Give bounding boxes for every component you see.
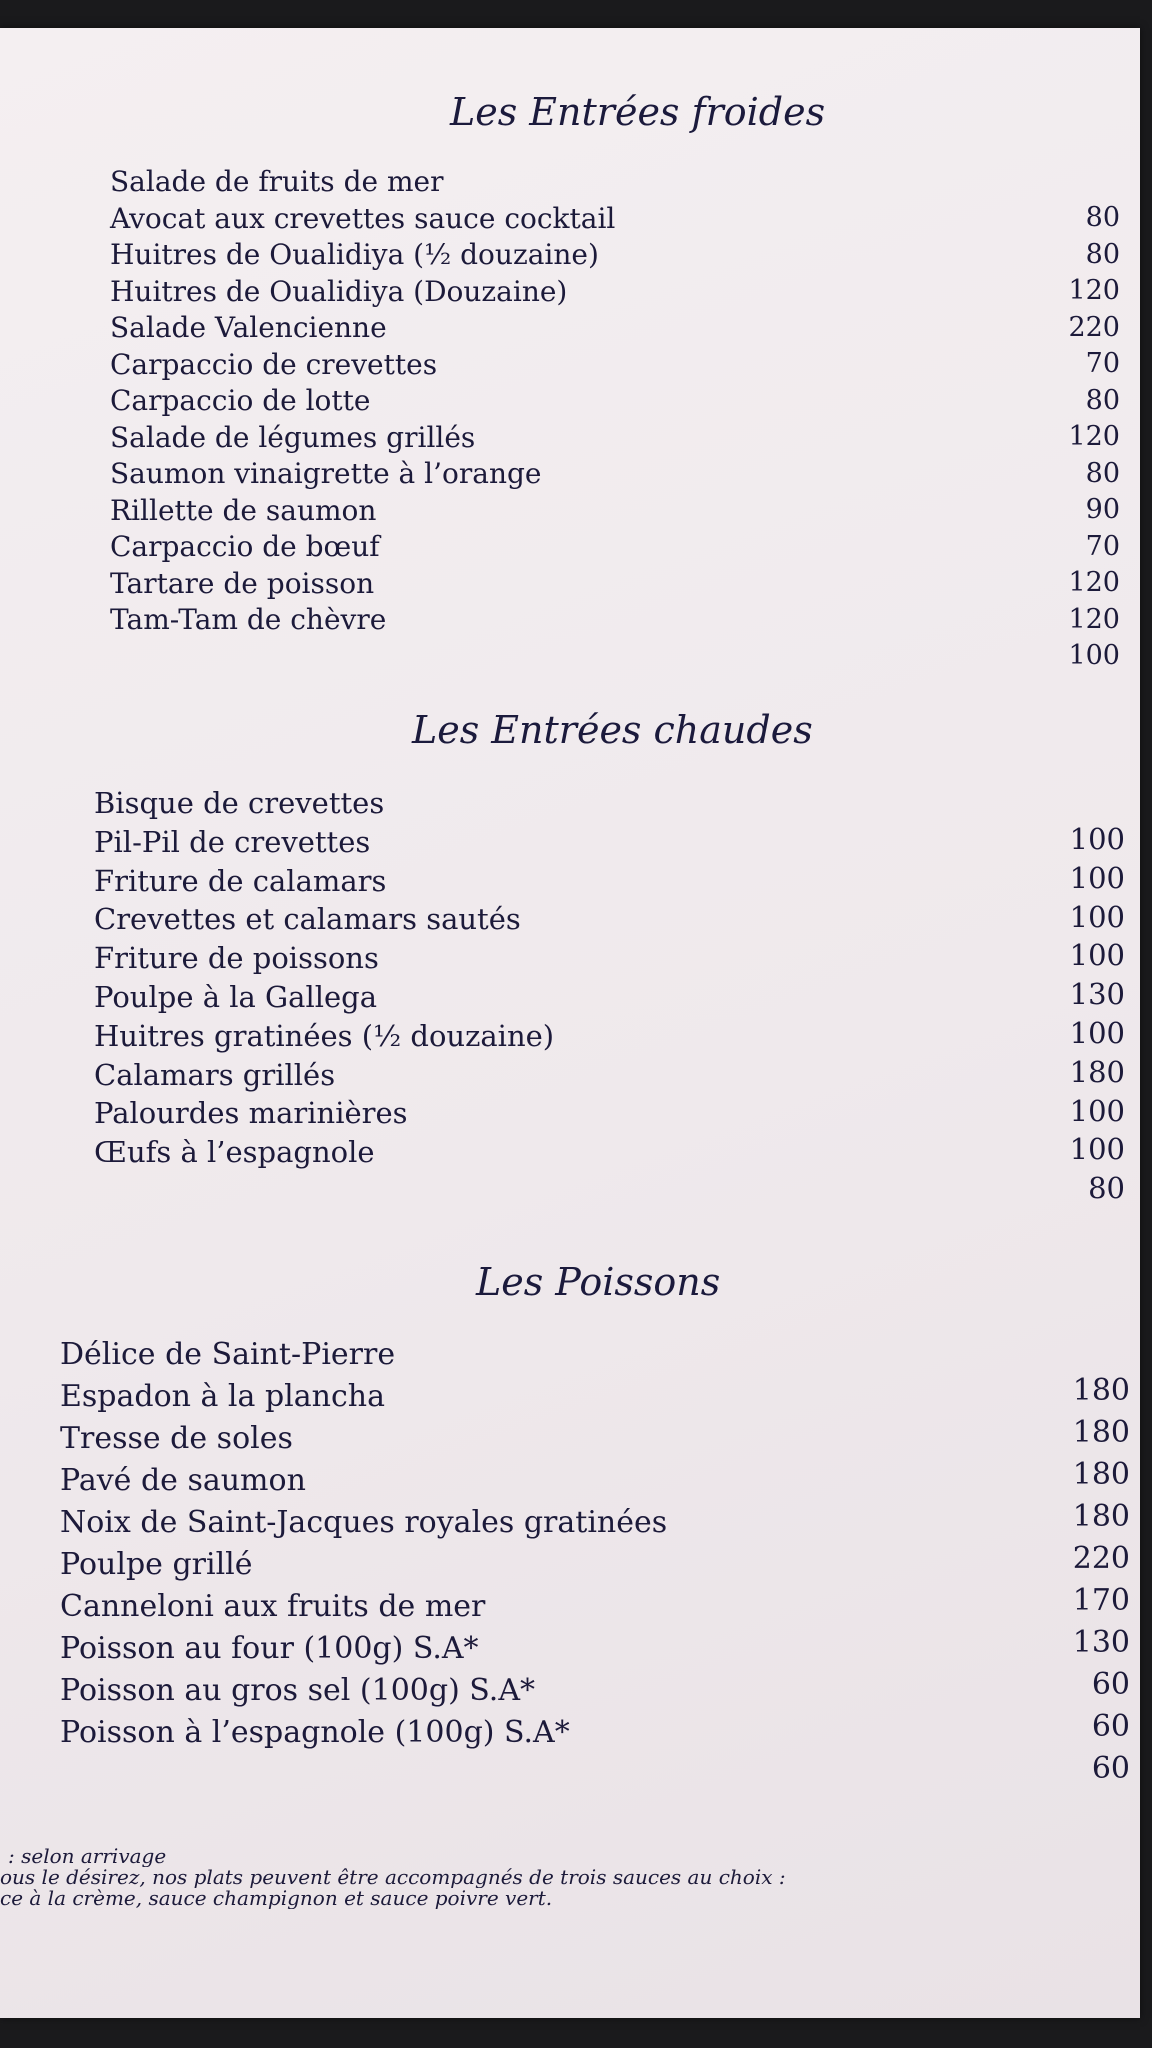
menu-item: Calamars grillés (94, 1057, 336, 1092)
price-list-entrees-chaudes (1020, 820, 1125, 1208)
item-list-entrees-chaudes (94, 784, 554, 1172)
menu-item: Pavé de saumon (60, 1463, 306, 1498)
menu-item: Poulpe à la Gallega (94, 979, 378, 1014)
footnote-line: ce à la crème, sauce champignon et sauce poivre vert. (0, 1888, 553, 1909)
section-title-entrees-chaudes: Les Entrées chaudes (412, 708, 813, 752)
menu-price: 70 (1085, 530, 1120, 562)
menu-item: Bisque de crevettes (94, 786, 385, 820)
menu-item: Tartare de poisson (110, 566, 375, 600)
menu-price: 100 (1069, 1093, 1125, 1128)
price-list-entrees-froides (1030, 200, 1120, 675)
menu-price: 80 (1085, 238, 1120, 270)
menu-item: Délice de Saint-Pierre (60, 1337, 396, 1372)
menu-item: Carpaccio de bœuf (110, 530, 380, 563)
menu-price: 180 (1072, 1499, 1130, 1534)
section-title-entrees-froides: Les Entrées froides (450, 90, 826, 134)
menu-item: Salade Valencienne (110, 311, 387, 344)
footnote (0, 1846, 786, 1909)
menu-item: Rillette de saumon (110, 493, 377, 527)
menu-item: Salade de légumes grillés (110, 420, 476, 454)
menu-item: Espadon à la plancha (60, 1379, 385, 1414)
menu-item: Palourdes marinières (94, 1096, 408, 1131)
menu-price: 180 (1072, 1457, 1130, 1492)
menu-price: 100 (1069, 1132, 1125, 1167)
menu-price: 100 (1069, 860, 1125, 895)
menu-page (0, 28, 1140, 2018)
menu-item: Tam-Tam de chèvre (110, 603, 387, 636)
menu-price: 180 (1069, 1054, 1125, 1089)
menu-item: Saumon vinaigrette à l’orange (110, 457, 542, 490)
menu-price: 120 (1068, 421, 1120, 452)
menu-item: Carpaccio de lotte (110, 384, 371, 417)
menu-price: 120 (1068, 567, 1120, 598)
item-list-entrees-froides (110, 164, 615, 639)
menu-price: 90 (1085, 494, 1120, 525)
item-list-poissons (60, 1334, 667, 1754)
menu-item: Tresse de soles (60, 1421, 293, 1456)
menu-price: 100 (1069, 938, 1125, 973)
menu-price: 60 (1091, 1667, 1130, 1702)
menu-item: Poulpe grillé (60, 1547, 253, 1582)
menu-item: Poisson à l’espagnole (100g) S.A* (60, 1715, 570, 1750)
menu-item: Huitres de Oualidiya (½ douzaine) (110, 238, 599, 271)
menu-item: Poisson au four (100g) S.A* (60, 1631, 479, 1666)
menu-item: Carpaccio de crevettes (110, 347, 438, 381)
menu-price: 60 (1091, 1751, 1130, 1786)
menu-item: Huitres gratinées (½ douzaine) (94, 1018, 555, 1053)
menu-item: Pil-Pil de crevettes (94, 824, 371, 859)
menu-price: 100 (1069, 1015, 1125, 1050)
menu-price: 80 (1085, 202, 1120, 233)
menu-price: 180 (1072, 1415, 1130, 1450)
menu-item: Œufs à l’espagnole (94, 1135, 375, 1170)
menu-price: 120 (1068, 275, 1120, 306)
footnote-line: ous le désirez, nos plats peuvent être accompagnés de trois sauces au choix : (0, 1867, 786, 1888)
menu-price: 220 (1072, 1541, 1130, 1576)
menu-item: Huitres de Oualidiya (Douzaine) (110, 274, 568, 308)
menu-price: 100 (1068, 640, 1120, 671)
menu-price: 120 (1068, 603, 1120, 635)
footnote-line: : selon arrivage (8, 1846, 167, 1867)
menu-price: 80 (1085, 384, 1120, 416)
menu-item: Avocat aux crevettes sauce cocktail (110, 201, 616, 235)
menu-price: 130 (1072, 1625, 1130, 1660)
section-title-poissons: Les Poissons (476, 1260, 721, 1304)
menu-price: 80 (1088, 1171, 1125, 1206)
menu-price: 130 (1069, 977, 1125, 1012)
menu-price: 100 (1069, 899, 1125, 934)
menu-price: 80 (1085, 457, 1120, 489)
menu-item: Salade de fruits de mer (110, 165, 444, 198)
menu-price: 70 (1085, 348, 1120, 379)
menu-price: 100 (1069, 822, 1125, 856)
menu-price: 170 (1072, 1583, 1130, 1618)
menu-price: 60 (1091, 1709, 1130, 1744)
menu-price: 220 (1068, 311, 1120, 343)
menu-item: Friture de poissons (94, 941, 379, 976)
menu-item: Crevettes et calamars sautés (94, 902, 521, 937)
menu-item: Poisson au gros sel (100g) S.A* (60, 1673, 535, 1708)
price-list-poissons (1020, 1370, 1130, 1790)
menu-item: Friture de calamars (94, 863, 387, 898)
menu-item: Canneloni aux fruits de mer (60, 1589, 486, 1624)
menu-item: Noix de Saint-Jacques royales gratinées (60, 1505, 668, 1540)
menu-price: 180 (1072, 1373, 1130, 1408)
